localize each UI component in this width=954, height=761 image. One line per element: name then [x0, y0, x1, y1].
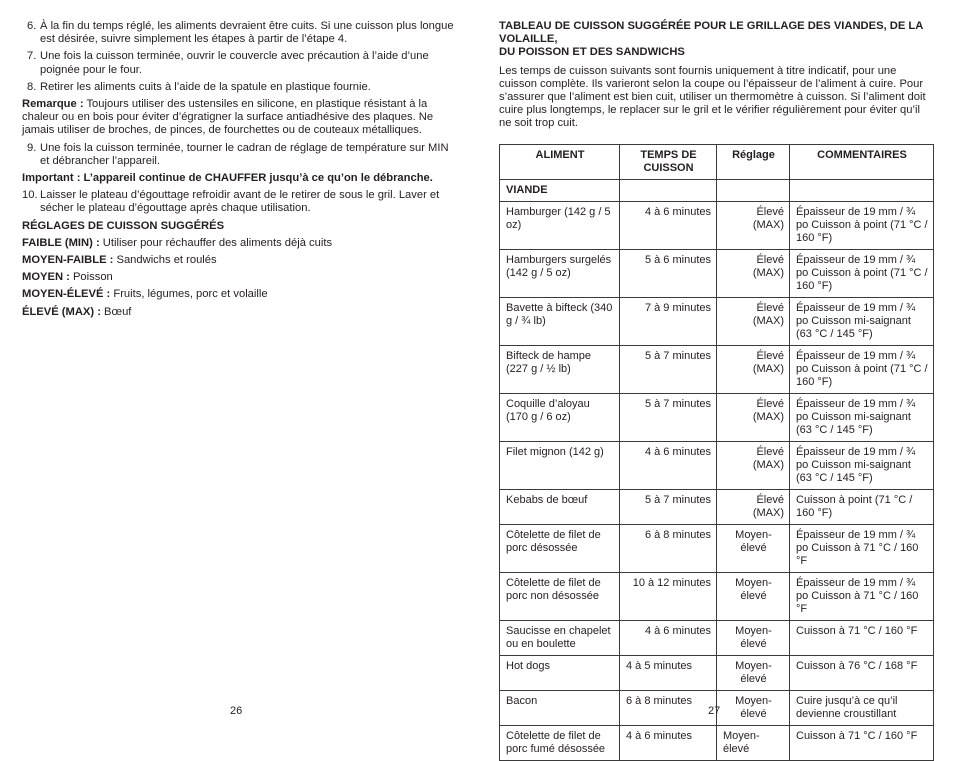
time-cell: 4 à 5 minutes [620, 655, 717, 690]
food-cell: Saucisse en chapelet ou en boulette [500, 620, 620, 655]
food-cell: Hamburger (142 g / 5 oz) [500, 201, 620, 249]
remark-paragraph [22, 98, 458, 138]
header-time: TEMPS DE CUISSON [620, 144, 717, 179]
header-food: ALIMENT [500, 144, 620, 179]
table-row [500, 489, 934, 524]
table-header-row [500, 144, 934, 179]
time-cell: 6 à 8 minutes [620, 524, 717, 572]
left-page [22, 20, 458, 323]
setting-label: FAIBLE (MIN) : [22, 236, 100, 249]
remark-text: Toujours utiliser des ustensiles en silicone, en plastique résistant à la chaleur ou en bois pour éviter d’égratigner la surface antiadhésive des plaques. Ne jamais utiliser de broches, de pinces, de fourchettes ou de couteaux métalliques. [22, 98, 434, 137]
comment-cell: Épaisseur de 19 mm / ¾ po Cuisson à point (71 °C / 160 °F) [790, 345, 934, 393]
step-text: Une fois la cuisson terminée, ouvrir le couvercle avec précaution à l’aide d’une poignée pour le four. [40, 50, 429, 76]
table-row [500, 249, 934, 297]
header-comments: COMMENTAIRES [790, 144, 934, 179]
time-cell: 4 à 6 minutes [620, 201, 717, 249]
cooking-table [499, 144, 934, 761]
food-cell: Côtelette de filet de porc fumé désossée [500, 725, 620, 760]
time-cell: 5 à 7 minutes [620, 489, 717, 524]
page-number: 26 [230, 705, 243, 717]
table-row [500, 297, 934, 345]
intro-paragraph: Les temps de cuisson suivants sont fournis uniquement à titre indicatif, pour une cuisson complète. Ils varieront selon la coupe ou l’épaisseur de l’aliment à cuire. Pour s’assurer que l’aliment est bien cuit, utiliser un thermomètre à cuisson. Si l’aliment doit cuire plus longtemps, le replacer sur le gril et le vérifier régulièrement pour éviter qu’il ne soit trop cuit. [499, 64, 926, 130]
setting-cell: Élevé (MAX) [717, 249, 790, 297]
setting-medium-low [22, 254, 458, 267]
comment-cell: Épaisseur de 19 mm / ¾ po Cuisson mi-saignant (63 °C / 145 °F) [790, 393, 934, 441]
step-number: 10. [22, 189, 38, 202]
remark-label: Remarque : [22, 98, 84, 111]
table-row [500, 725, 934, 760]
setting-cell: Élevé (MAX) [717, 201, 790, 249]
table-cell [620, 179, 717, 201]
time-cell: 5 à 7 minutes [620, 345, 717, 393]
food-cell: Filet mignon (142 g) [500, 441, 620, 489]
food-cell: Bacon [500, 690, 620, 725]
time-cell: 7 à 9 minutes [620, 297, 717, 345]
setting-cell: Élevé (MAX) [717, 393, 790, 441]
food-cell: Côtelette de filet de porc non désossée [500, 572, 620, 620]
category-row [500, 179, 934, 201]
step-text: À la fin du temps réglé, les aliments devraient être cuits. Si une cuisson plus longue est désirée, suivre simplement les étapes à partir de l’étape 4. [40, 20, 454, 46]
setting-label: MOYEN-ÉLEVÉ : [22, 288, 111, 301]
table-row [500, 441, 934, 489]
food-cell: Hamburgers surgelés (142 g / 5 oz) [500, 249, 620, 297]
setting-text: Utiliser pour réchauffer des aliments déjà cuits [99, 236, 333, 249]
step-6 [22, 20, 458, 46]
time-cell: 4 à 6 minutes [620, 441, 717, 489]
time-cell: 4 à 6 minutes [620, 620, 717, 655]
setting-text: Sandwichs et roulés [113, 254, 217, 267]
food-cell: Bavette à bifteck (340 g / ¾ lb) [500, 297, 620, 345]
table-title-line: TABLEAU DE CUISSON SUGGÉRÉE POUR LE GRILLAGE DES VIANDES, DE LA VOLAILLE, [499, 20, 923, 46]
important-note: Important : L’appareil continue de CHAUFFER jusqu’à ce qu’on le débranche. [22, 172, 433, 185]
category-label: VIANDE [500, 179, 620, 201]
step-8 [22, 81, 458, 94]
setting-text: Poisson [69, 271, 113, 284]
comment-cell: Épaisseur de 19 mm / ¾ po Cuisson à point (71 °C / 160 °F) [790, 201, 934, 249]
comment-cell: Cuisson à 76 °C / 168 °F [790, 655, 934, 690]
food-cell: Kebabs de bœuf [500, 489, 620, 524]
step-7 [22, 50, 458, 76]
setting-label: MOYEN : [22, 271, 70, 284]
table-row [500, 345, 934, 393]
comment-cell: Épaisseur de 19 mm / ¾ po Cuisson à 71 °C / 160 °F [790, 572, 934, 620]
table-row [500, 572, 934, 620]
step-number: 6. [27, 20, 37, 32]
setting-label: MOYEN-FAIBLE : [22, 254, 114, 267]
setting-medium-high [22, 288, 458, 301]
comment-cell: Épaisseur de 19 mm / ¾ po Cuisson à 71 °C / 160 °F [790, 524, 934, 572]
food-cell: Côtelette de filet de porc désossée [500, 524, 620, 572]
setting-cell: Moyen-élevé [717, 572, 790, 620]
table-row [500, 524, 934, 572]
table-title-line: DU POISSON ET DES SANDWICHS [499, 46, 685, 59]
table-row [500, 620, 934, 655]
setting-low [22, 237, 458, 250]
comment-cell: Épaisseur de 19 mm / ¾ po Cuisson à point (71 °C / 160 °F) [790, 249, 934, 297]
comment-cell: Épaisseur de 19 mm / ¾ po Cuisson mi-saignant (63 °C / 145 °F) [790, 297, 934, 345]
table-cell [790, 179, 934, 201]
comment-cell: Cuisson à 71 °C / 160 °F [790, 725, 934, 760]
table-row [500, 201, 934, 249]
time-cell: 6 à 8 minutes [620, 690, 717, 725]
comment-cell: Cuire jusqu’à ce qu’il devienne croustillant [790, 690, 934, 725]
food-cell: Coquille d’aloyau (170 g / 6 oz) [500, 393, 620, 441]
setting-cell: Moyen-élevé [717, 690, 790, 725]
table-title [499, 20, 933, 60]
comment-cell: Épaisseur de 19 mm / ¾ po Cuisson mi-saignant (63 °C / 145 °F) [790, 441, 934, 489]
step-number: 9. [27, 141, 37, 154]
time-cell: 5 à 6 minutes [620, 249, 717, 297]
table-row [500, 655, 934, 690]
setting-text: Fruits, légumes, porc et volaille [110, 288, 268, 301]
setting-text: Bœuf [100, 305, 132, 318]
settings-heading: RÉGLAGES DE CUISSON SUGGÉRÉS [22, 219, 225, 232]
comment-cell: Cuisson à point (71 °C / 160 °F) [790, 489, 934, 524]
setting-cell: Moyen-élevé [717, 655, 790, 690]
page-number: 27 [708, 705, 721, 717]
step-number: 7. [27, 50, 37, 63]
setting-cell: Élevé (MAX) [717, 345, 790, 393]
step-number: 8. [27, 80, 37, 93]
step-text: Une fois la cuisson terminée, tourner le cadran de réglage de température sur MIN et débrancher l’appareil. [40, 141, 449, 167]
setting-cell: Élevé (MAX) [717, 297, 790, 345]
setting-cell: Moyen-élevé [717, 725, 790, 760]
time-cell: 4 à 6 minutes [620, 725, 717, 760]
header-setting: Réglage [717, 144, 790, 179]
setting-cell: Élevé (MAX) [717, 489, 790, 524]
time-cell: 5 à 7 minutes [620, 393, 717, 441]
food-cell: Hot dogs [500, 655, 620, 690]
right-page [499, 20, 933, 761]
setting-medium [22, 271, 458, 284]
step-10 [22, 189, 458, 215]
step-text: Laisser le plateau d’égouttage refroidir avant de le retirer de sous le gril. Laver et sécher le plateau d’égouttage après chaque utilisation. [40, 189, 440, 215]
setting-cell: Moyen-élevé [717, 524, 790, 572]
table-row [500, 393, 934, 441]
setting-cell: Élevé (MAX) [717, 441, 790, 489]
setting-high [22, 306, 458, 319]
setting-cell: Moyen-élevé [717, 620, 790, 655]
step-9 [22, 142, 458, 168]
step-text: Retirer les aliments cuits à l’aide de la spatule en plastique fournie. [40, 80, 371, 93]
food-cell: Bifteck de hampe (227 g / ½ lb) [500, 345, 620, 393]
table-cell [717, 179, 790, 201]
time-cell: 10 à 12 minutes [620, 572, 717, 620]
comment-cell: Cuisson à 71 °C / 160 °F [790, 620, 934, 655]
setting-label: ÉLEVÉ (MAX) : [22, 305, 101, 318]
